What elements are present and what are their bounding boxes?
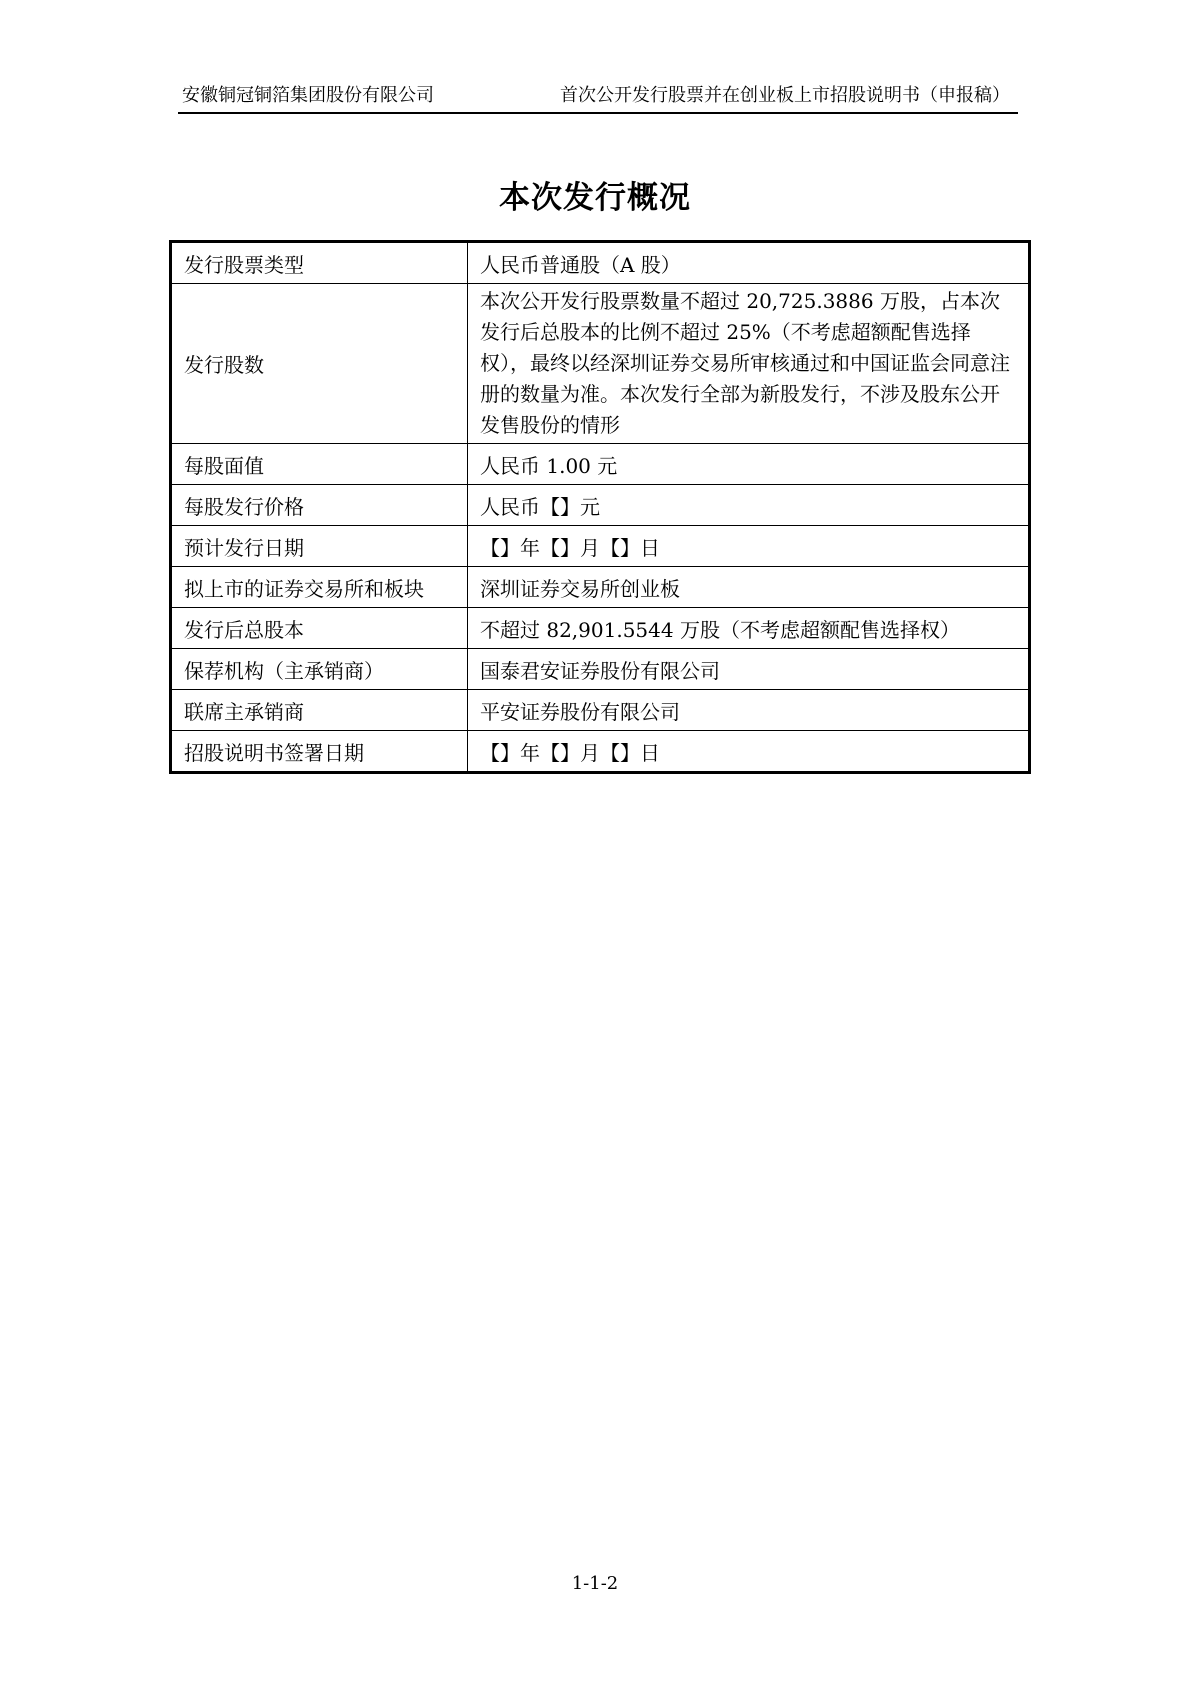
page-number: 1-1-2 bbox=[571, 1573, 619, 1594]
row-value: 国泰君安证券股份有限公司 bbox=[468, 649, 1030, 690]
table-row bbox=[171, 690, 1030, 731]
row-label: 发行后总股本 bbox=[171, 608, 468, 649]
row-label: 发行股票类型 bbox=[171, 242, 468, 284]
row-label: 每股面值 bbox=[171, 444, 468, 485]
table-row bbox=[171, 731, 1030, 773]
row-label: 发行股数 bbox=[171, 284, 468, 444]
row-label: 预计发行日期 bbox=[171, 526, 468, 567]
row-label: 联席主承销商 bbox=[171, 690, 468, 731]
row-value: 本次公开发行股票数量不超过 20,725.3886 万股，占本次发行后总股本的比例不超过 25%（不考虑超额配售选择权），最终以经深圳证券交易所审核通过和中国证监会同意注册的数量为准。本次发行全部为新股发行，不涉及股东公开发售股份的情形 bbox=[468, 284, 1030, 444]
table-row bbox=[171, 485, 1030, 526]
row-label: 招股说明书签署日期 bbox=[171, 731, 468, 773]
row-value: 人民币【】元 bbox=[468, 485, 1030, 526]
row-value: 【】年【】月【】日 bbox=[468, 526, 1030, 567]
header-document-title: 首次公开发行股票并在创业板上市招股说明书（申报稿） bbox=[560, 85, 1010, 106]
row-value: 深圳证券交易所创业板 bbox=[468, 567, 1030, 608]
header-company-name: 安徽铜冠铜箔集团股份有限公司 bbox=[182, 85, 434, 106]
row-label: 保荐机构（主承销商） bbox=[171, 649, 468, 690]
table-row bbox=[171, 649, 1030, 690]
row-label: 拟上市的证券交易所和板块 bbox=[171, 567, 468, 608]
row-value: 平安证券股份有限公司 bbox=[468, 690, 1030, 731]
table-row bbox=[171, 284, 1030, 444]
offering-overview-table bbox=[169, 240, 1031, 774]
row-value: 不超过 82,901.5544 万股（不考虑超额配售选择权） bbox=[468, 608, 1030, 649]
row-label: 每股发行价格 bbox=[171, 485, 468, 526]
table-row bbox=[171, 242, 1030, 284]
row-value: 【】年【】月【】日 bbox=[468, 731, 1030, 773]
row-value: 人民币普通股（A 股） bbox=[468, 242, 1030, 284]
table-row bbox=[171, 444, 1030, 485]
page-title: 本次发行概况 bbox=[499, 180, 691, 216]
table-row bbox=[171, 526, 1030, 567]
row-value: 人民币 1.00 元 bbox=[468, 444, 1030, 485]
table-row bbox=[171, 567, 1030, 608]
table-row bbox=[171, 608, 1030, 649]
page-header bbox=[178, 82, 1018, 114]
